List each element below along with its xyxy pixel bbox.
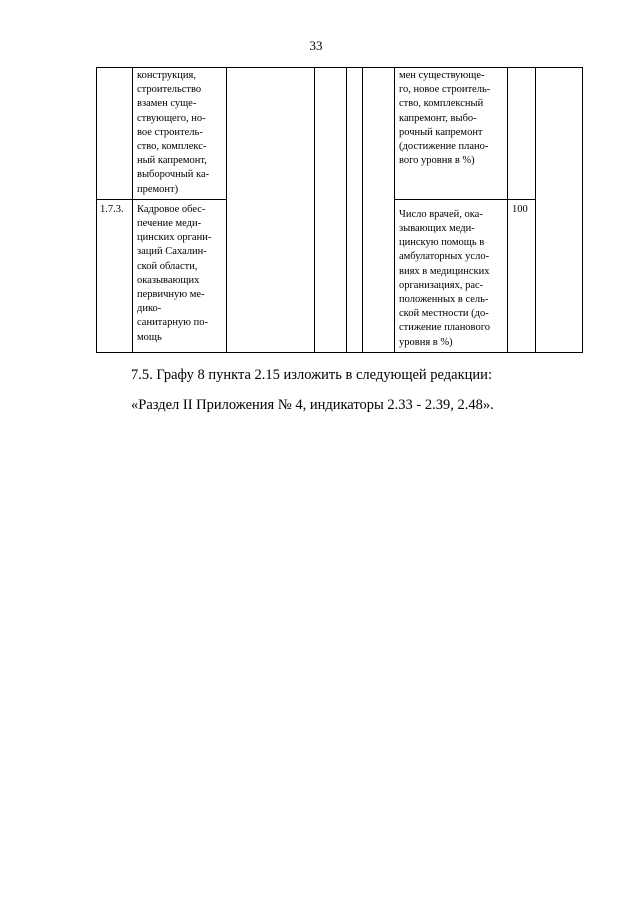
empty-cell bbox=[536, 68, 583, 353]
cell-text-line: го, новое строитель- bbox=[399, 84, 491, 96]
cell-text-line: мощь bbox=[137, 331, 162, 343]
cell-text-line: ство, комплекс- bbox=[137, 141, 207, 153]
value-cell bbox=[508, 68, 536, 200]
indicator-cell bbox=[395, 68, 508, 200]
cell-text-line: санитарную по- bbox=[137, 317, 209, 329]
cell-text-line: (достижение плано- bbox=[399, 141, 489, 153]
cell-text-line: оказывающих bbox=[137, 274, 200, 286]
amendment-text: «Раздел II Приложения № 4, индикаторы 2.33 - 2.39, 2.48». bbox=[131, 397, 494, 413]
cell-text-line: вое строитель- bbox=[137, 126, 203, 138]
value-cell: 100 bbox=[508, 199, 536, 352]
cell-text-line: взамен суще- bbox=[137, 98, 197, 110]
empty-cell bbox=[363, 68, 395, 353]
cell-text-line: виях в медицинских bbox=[399, 265, 490, 277]
table-row bbox=[97, 68, 583, 200]
empty-cell bbox=[347, 68, 363, 353]
object-name-cell bbox=[133, 199, 227, 352]
cell-text-line: амбулаторных усло- bbox=[399, 251, 490, 263]
amendment-paragraph: 7.5. Графу 8 пункта 2.15 изложить в следующей редакции: bbox=[131, 367, 492, 383]
cell-text-line: цинскую помощь в bbox=[399, 237, 485, 249]
cell-text-line: заций Сахалин- bbox=[137, 246, 207, 258]
document-table bbox=[96, 67, 583, 353]
cell-text-line: положенных в сель- bbox=[399, 294, 489, 306]
cell-text-line: ство, комплексный bbox=[399, 98, 484, 110]
cell-text-line: печение меди- bbox=[137, 218, 202, 230]
row-number-cell: 1.7.3. bbox=[97, 199, 133, 352]
cell-text-line: конструкция, bbox=[137, 70, 196, 81]
cell-text-line: Число врачей, ока- bbox=[399, 208, 483, 220]
cell-text-line: строительство bbox=[137, 84, 202, 96]
cell-text-line: ный капремонт, bbox=[137, 155, 207, 167]
cell-text-line: рочный капремонт bbox=[399, 126, 483, 138]
object-name-cell bbox=[133, 68, 227, 200]
cell-text-line: вого уровня в %) bbox=[399, 155, 475, 167]
page-number: 33 bbox=[309, 38, 323, 53]
cell-text-line: выборочный ка- bbox=[137, 169, 210, 181]
cell-text-line: стижение планового bbox=[399, 322, 490, 334]
cell-text-line: организациях, рас- bbox=[399, 279, 484, 291]
cell-text-line: Кадровое обес- bbox=[137, 203, 206, 215]
cell-text-line: уровня в %) bbox=[399, 336, 453, 348]
cell-text-line: ствующего, но- bbox=[137, 112, 206, 124]
cell-text-line: капремонт, выбо- bbox=[399, 112, 477, 124]
cell-text-line: мен существующе- bbox=[399, 70, 485, 81]
cell-text-line: ской местности (до- bbox=[399, 308, 489, 320]
cell-text-line: дико- bbox=[137, 303, 162, 315]
empty-cell bbox=[315, 68, 347, 353]
cell-text-line: зывающих меди- bbox=[399, 223, 475, 235]
cell-text-line: первичную ме- bbox=[137, 289, 205, 301]
row-number-cell bbox=[97, 68, 133, 200]
cell-text-line: цинских органи- bbox=[137, 232, 212, 244]
cell-text-line: ской области, bbox=[137, 260, 198, 272]
empty-cell bbox=[227, 68, 315, 353]
cell-text-line: премонт) bbox=[137, 183, 179, 195]
indicator-cell bbox=[395, 199, 508, 352]
